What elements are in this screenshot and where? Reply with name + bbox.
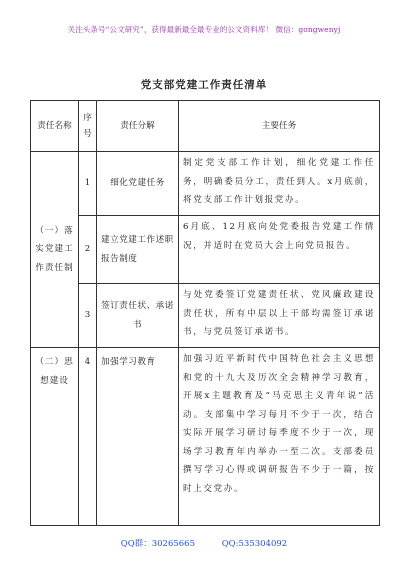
row-number: 2: [79, 216, 97, 284]
row-number: 3: [79, 284, 97, 348]
footer-contact: [0, 537, 408, 549]
table-row: [31, 216, 380, 284]
row-task: 6月底、12月底向处党委报告党建工作情况，并适时在党员大会上向党员报告。: [179, 216, 380, 284]
responsibility-table: [30, 100, 380, 526]
header-item: 责任分解: [97, 101, 179, 152]
row-item: 细化党建任务: [97, 152, 179, 216]
footer-qq-group: QQ群：30265665: [120, 539, 195, 549]
row-task: 与处党委签订党建责任状、党风廉政建设责任状，所有中层以上干部均需签订承诺书，与党员签订承诺书。: [179, 284, 380, 348]
row-number: 1: [79, 152, 97, 216]
row-item: 签订责任状、承诺书: [97, 284, 179, 348]
category-cell: （一）落实党建工作责任制: [31, 152, 79, 348]
table-row: [31, 284, 380, 348]
table-row: [31, 348, 380, 526]
header-task: 主要任务: [179, 101, 380, 152]
row-task: 制定党支部工作计划，细化党建工作任务，明确委员分工，责任到人。x月底前，将党支部工作计划报党办。: [179, 152, 380, 216]
header-category: 责任名称: [31, 101, 79, 152]
table-header-row: [31, 101, 380, 152]
header-watermark-note: 关注头条号“公文研究”，获得最新最全最专业的公文资料库！ 微信：gongwenyj: [67, 25, 341, 34]
table-row: [31, 152, 380, 216]
document-title: 党支部党建工作责任清单: [140, 79, 268, 91]
row-item: 加强学习教育: [97, 348, 179, 526]
row-number: 4: [79, 348, 97, 526]
row-item: 建立党建工作述职报告制度: [97, 216, 179, 284]
footer-qq: QQ:535304092: [221, 539, 288, 549]
header-number: 序号: [79, 101, 97, 152]
row-task: 加强习近平新时代中国特色社会主义思想和党的十九大及历次全会精神学习教育，开展x主题教育及“马克思主义青年说”活动。支部集中学习每月不少于一次，结合实际开展学习研讨每季度不少于一次，现场学习教育年内举办一至二次。支部委员撰写学习心得或调研报告不少于一篇，按时上交党办。: [179, 348, 380, 526]
category-cell: （二）思想建设: [31, 348, 79, 526]
